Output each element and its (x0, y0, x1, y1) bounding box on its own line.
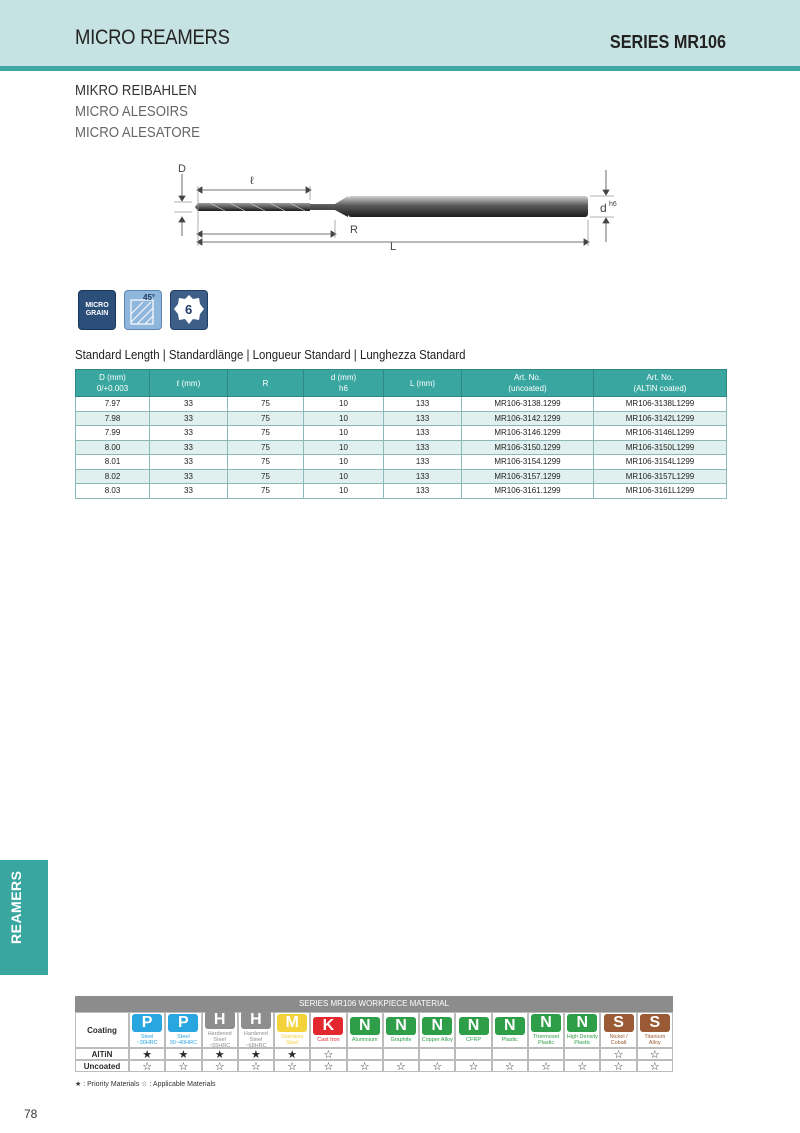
rating-uncoated: ☆ (600, 1060, 636, 1072)
reamer-drawing (170, 160, 630, 260)
material-letter-badge: S (604, 1014, 634, 1032)
subtitle-french: MICRO ALESOIRS (75, 103, 188, 120)
dim-label-D: D (178, 163, 186, 175)
rating-altin (419, 1048, 455, 1060)
subtitle-german: MIKRO REIBAHLEN (75, 82, 197, 99)
material-cell (383, 1012, 419, 1048)
header-shank-diameter: d (mm) h6 (304, 370, 384, 397)
rating-uncoated: ☆ (419, 1060, 455, 1072)
rating-altin (347, 1048, 383, 1060)
header-rule (0, 66, 800, 71)
subtitle-italian: MICRO ALESATORE (75, 124, 200, 141)
material-cell (274, 1012, 310, 1048)
rating-altin: ★ (274, 1048, 310, 1060)
rating-altin: ★ (238, 1048, 274, 1060)
reamer-neck (310, 196, 348, 217)
reamer-shank (348, 196, 588, 217)
table-row: 8.00 33 75 10 133 MR106-3150.1299 MR106-3150L1299 (76, 440, 727, 455)
header-r: R (228, 370, 304, 397)
rating-uncoated: ☆ (310, 1060, 346, 1072)
row-label-altin: AlTiN (75, 1048, 129, 1060)
material-name: Aluminium (351, 1037, 378, 1043)
rating-altin (528, 1048, 564, 1060)
material-cell (455, 1012, 491, 1048)
table-row: 8.03 33 75 10 133 MR106-3161.1299 MR106-3161L1299 (76, 484, 727, 499)
material-name: Hardened Steel ~68HRC (243, 1031, 269, 1049)
material-letter-badge: S (640, 1014, 670, 1032)
material-name: Steel ~30HRC (136, 1034, 158, 1046)
rating-altin: ☆ (637, 1048, 673, 1060)
rating-uncoated: ☆ (528, 1060, 564, 1072)
rating-altin (383, 1048, 419, 1060)
rating-altin: ★ (165, 1048, 201, 1060)
material-cell (165, 1012, 201, 1048)
rating-altin (564, 1048, 600, 1060)
spec-table (75, 369, 727, 499)
series-title: SERIES MR106 (609, 32, 726, 52)
header-flute-length: ℓ (mm) (150, 370, 228, 397)
dim-label-h6: h6 (609, 201, 617, 208)
material-letter-badge: N (531, 1014, 561, 1032)
material-name: Nickel / Cobalt (609, 1034, 628, 1046)
dim-label-R: R (350, 224, 358, 236)
rating-uncoated: ☆ (455, 1060, 491, 1072)
micro-grain-line-2: GRAIN (85, 310, 109, 317)
material-cell (637, 1012, 673, 1048)
material-name: Hardened Steel ~55HRC (207, 1031, 232, 1049)
rating-uncoated: ☆ (564, 1060, 600, 1072)
spec-header-row (76, 370, 727, 397)
material-cell (347, 1012, 383, 1048)
material-cell (600, 1012, 636, 1048)
row-label-uncoated: Uncoated (75, 1060, 129, 1072)
workpiece-legend: ★ : Priority Materials ☆ : Applicable Materials (75, 1081, 216, 1088)
material-cell (202, 1012, 238, 1048)
material-name: Cast Iron (317, 1037, 340, 1043)
table-row: 7.99 33 75 10 133 MR106-3146.1299 MR106-3146L1299 (76, 426, 727, 441)
header-art-no-coated: Art. No. (ALTiN coated) (594, 370, 727, 397)
rating-uncoated: ☆ (383, 1060, 419, 1072)
material-letter-badge: N (350, 1017, 380, 1035)
rating-altin (455, 1048, 491, 1060)
flute-count-label: 6 (185, 302, 193, 317)
material-letter-badge: H (205, 1011, 235, 1029)
material-letter-badge: N (422, 1017, 452, 1035)
rating-uncoated: ☆ (274, 1060, 310, 1072)
rating-altin: ☆ (600, 1048, 636, 1060)
rating-altin: ☆ (310, 1048, 346, 1060)
page-number: 78 (24, 1107, 38, 1121)
header-art-no-uncoated: Art. No. (uncoated) (462, 370, 594, 397)
rating-uncoated: ☆ (202, 1060, 238, 1072)
header-diameter: D (mm) 0/+0.003 (76, 370, 150, 397)
material-name: Titanium Alloy (644, 1034, 666, 1046)
rating-uncoated: ☆ (238, 1060, 274, 1072)
workpiece-grid (75, 1012, 673, 1072)
page-title: MICRO REAMERS (75, 26, 230, 49)
material-letter-badge: N (495, 1017, 525, 1035)
side-tab-label: REAMERS (8, 870, 24, 944)
dim-label-l: ℓ (250, 175, 254, 187)
helix-angle-icon (124, 290, 162, 330)
material-name: Steel 30~40HRC (169, 1034, 198, 1046)
table-row: 7.97 33 75 10 133 MR106-3138.1299 MR106-3138L1299 (76, 397, 727, 412)
material-letter-badge: K (313, 1017, 343, 1035)
table-row: 8.02 33 75 10 133 MR106-3157.1299 MR106-3157L1299 (76, 469, 727, 484)
table-row: 8.01 33 75 10 133 MR106-3154.1299 MR106-3154L1299 (76, 455, 727, 470)
material-cell (238, 1012, 274, 1048)
material-name: Stainless Steel (281, 1034, 304, 1046)
section-title: Standard Length | Standardlänge | Longueur Standard | Lunghezza Standard (75, 347, 466, 362)
material-name: Graphite (390, 1037, 412, 1043)
material-cell (129, 1012, 165, 1048)
material-cell (310, 1012, 346, 1048)
material-cell (492, 1012, 528, 1048)
material-letter-badge: N (567, 1014, 597, 1032)
dim-label-d: d (600, 201, 607, 215)
workpiece-material-table (75, 996, 673, 1072)
rating-uncoated: ☆ (347, 1060, 383, 1072)
rating-altin (492, 1048, 528, 1060)
material-cell (564, 1012, 600, 1048)
flute-count-icon (170, 290, 208, 330)
material-name: Plastic (501, 1037, 518, 1043)
material-letter-badge: M (277, 1014, 307, 1032)
dim-label-L: L (390, 241, 397, 253)
rating-uncoated: ☆ (165, 1060, 201, 1072)
rating-uncoated: ☆ (492, 1060, 528, 1072)
material-name: Copper Alloy (421, 1037, 453, 1043)
micro-grain-icon (78, 290, 116, 330)
material-cell (419, 1012, 455, 1048)
translated-titles (75, 80, 200, 143)
table-row: 7.98 33 75 10 133 MR106-3142.1299 MR106-3142L1299 (76, 411, 727, 426)
material-name: High Density Plastic (566, 1034, 598, 1046)
feature-icons (78, 290, 208, 330)
material-letter-badge: N (459, 1017, 489, 1035)
material-name: CFRP (466, 1037, 482, 1043)
material-letter-badge: N (386, 1017, 416, 1035)
material-cell (528, 1012, 564, 1048)
workpiece-title: SERIES MR106 WORKPIECE MATERIAL (75, 996, 673, 1012)
rating-altin: ★ (129, 1048, 165, 1060)
material-letter-badge: P (168, 1014, 198, 1032)
row-label-coating: Coating (75, 1012, 129, 1048)
rating-uncoated: ☆ (637, 1060, 673, 1072)
rating-uncoated: ☆ (129, 1060, 165, 1072)
header-overall-length: L (mm) (384, 370, 462, 397)
material-letter-badge: H (241, 1011, 271, 1029)
side-tab-reamers (0, 860, 48, 975)
rating-altin: ★ (202, 1048, 238, 1060)
material-letter-badge: P (132, 1014, 162, 1032)
helix-angle-label: 45° (143, 293, 156, 302)
material-name: Thermoset Plastic (532, 1034, 560, 1046)
micro-grain-line-1: MICRO (85, 302, 109, 309)
